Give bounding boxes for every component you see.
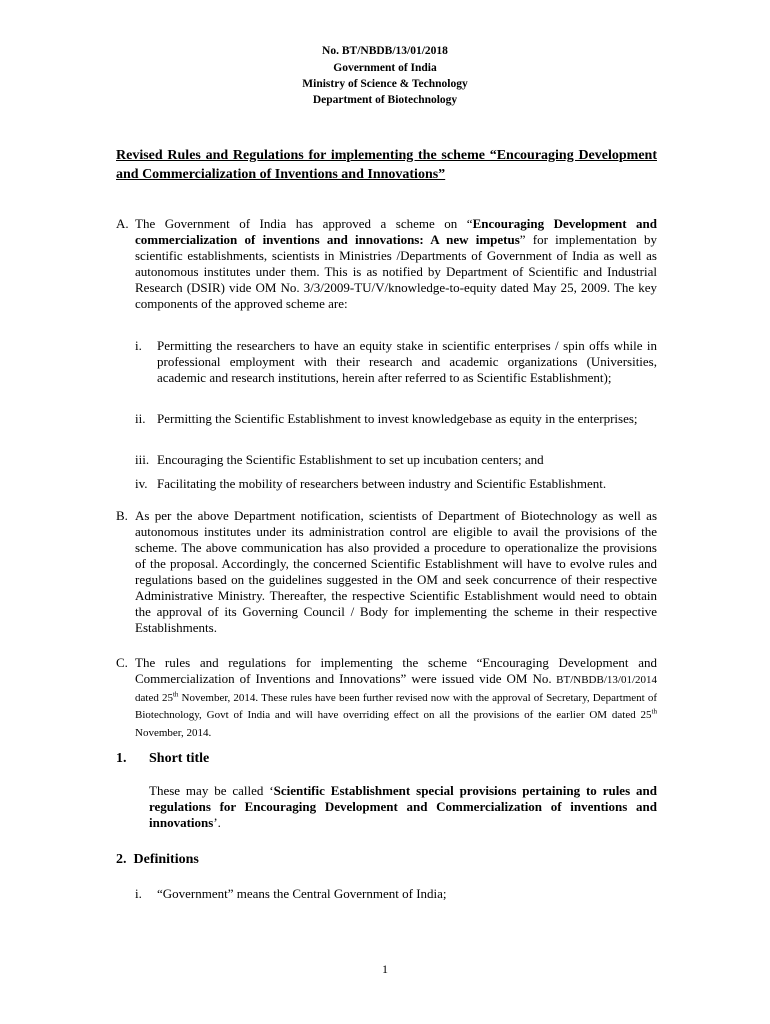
- section-c-part1: The rules and regulations for implementing the scheme “Encouraging Development and Commercialization of Inventions and Innovations” were issued vide OM No.: [135, 655, 657, 686]
- superscript-th: th: [172, 689, 179, 698]
- section-a-paragraph: [135, 216, 657, 312]
- section-b-label: B.: [116, 508, 128, 523]
- section-2-heading: 2. Definitions: [116, 852, 199, 867]
- section-1-number: 1.: [116, 751, 127, 766]
- section-c-label: C.: [116, 655, 128, 670]
- section-c-part2c: November, 2014.: [135, 726, 212, 739]
- reference-number: No. BT/NBDB/13/01/2018: [322, 45, 448, 57]
- page-number: 1: [382, 962, 388, 976]
- superscript-th: th: [651, 707, 657, 716]
- list-item: Permitting the Scientific Establishment to invest knowledgebase as equity in the enterprises;: [157, 411, 638, 426]
- list-item-number: i.: [135, 338, 142, 353]
- section-1-heading: Short title: [149, 751, 210, 766]
- section-1-post: ’.: [213, 815, 221, 830]
- definition-item: “Government” means the Central Government of India;: [157, 886, 447, 901]
- section-a-rest: ” for implementation by scientific establishments, scientists in Ministries /Departments of Government of India as well as autonomous institutes under them. This is as notified by Department of Scientific and Industrial Research (DSIR) vide OM No. 3/3/2009-TU/V/knowledge-to-equity dated May 25, 2009. The key components of the approved scheme are:: [135, 232, 657, 311]
- section-b-paragraph: As per the above Department notification, scientists of Department of Biotechnology as well as autonomous institutes under its administration control are eligible to avail the provisions of the scheme. The above communication has also provided a procedure to operationalize the provisions of the proposal. Accordingly, the concerned Scientific Establishment will have to evolve rules and regulations based on the guidelines suggested in the OM and seek concurrence of their respective Administrative Ministry. Thereafter, the respective Scientific Establishment would need to obtain the approval of its Governing Council / Body for implementing the scheme in their respective Establishments.: [135, 508, 657, 635]
- document-title: Revised Rules and Regulations for implementing the scheme “Encouraging Development and Commercialization of Inventions and Innovations”: [116, 148, 657, 182]
- section-1-paragraph: [149, 783, 657, 831]
- list-item-number: ii.: [135, 411, 146, 426]
- list-item-number: iv.: [135, 476, 148, 491]
- section-a-intro: The Government of India has approved a scheme on “: [135, 216, 473, 231]
- ministry-line: Ministry of Science & Technology: [302, 78, 468, 90]
- section-a-label: A.: [116, 216, 129, 231]
- section-1-pre: These may be called ‘: [149, 783, 274, 798]
- list-item: Facilitating the mobility of researchers between industry and Scientific Establishment.: [157, 476, 607, 491]
- government-line: Government of India: [333, 62, 437, 74]
- definition-number: i.: [135, 886, 142, 901]
- section-1-bold: Scientific Establishment special provisions pertaining to rules and regulations for Encouraging Development and Commercialization of inventions and innovations: [149, 783, 657, 830]
- section-c-part2b: November, 2014. These rules have been further revised now with the approval of Secretary, Department of Biotechnology, Govt of India and will have overriding effect on all the provisions of the earlier OM dated 25: [135, 691, 657, 721]
- section-a-scheme-name: Encouraging Development and commercialization of inventions and innovations: A new impetus: [135, 216, 658, 247]
- list-item-number: iii.: [135, 452, 150, 467]
- section-c-part2a: BT/NBDB/13/01/2014 dated 25: [135, 674, 657, 704]
- list-item: Encouraging the Scientific Establishment to set up incubation centers; and: [157, 452, 544, 467]
- list-item: Permitting the researchers to have an equity stake in scientific enterprises / spin offs while in professional employment with their research and academic organizations (Universities, academic and research institutions, herein after referred to as Scientific Establishment);: [157, 338, 657, 385]
- department-line: Department of Biotechnology: [312, 94, 458, 106]
- section-c-paragraph: [135, 655, 657, 741]
